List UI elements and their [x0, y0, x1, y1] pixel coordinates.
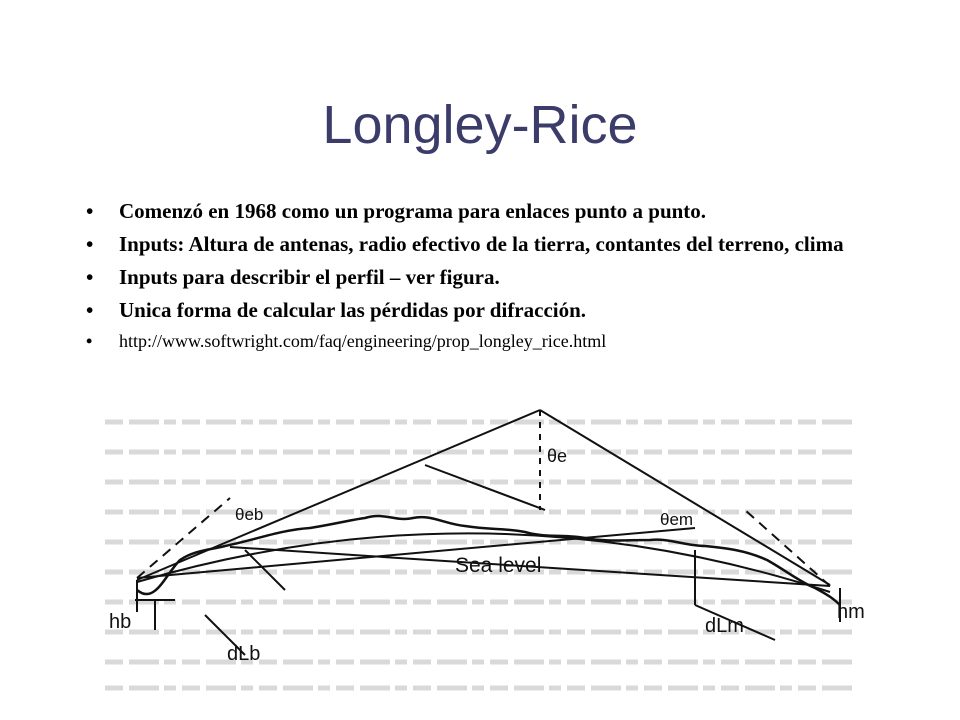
sea-level-label: Sea level — [455, 554, 542, 577]
horizon-ray-right — [540, 410, 830, 585]
bullet-item — [86, 231, 886, 257]
bullet-text: Comenzó en 1968 como un programa para enlaces punto a punto. — [119, 199, 707, 223]
hm-label: hm — [837, 601, 865, 623]
bullet-list — [86, 198, 886, 359]
slide-title: Longley-Rice — [322, 95, 638, 155]
bullet-marker: • — [86, 298, 94, 322]
hb-label: hb — [109, 611, 132, 633]
bullet-item — [86, 198, 886, 224]
bullet-text: Inputs: Altura de antenas, radio efectivo de la tierra, contantes del terreno, clima — [119, 232, 844, 256]
terrain-profile-svg — [95, 400, 865, 695]
bullet-marker: • — [86, 265, 94, 289]
dlm-label: dLm — [705, 615, 744, 637]
theta-e-label: θe — [547, 446, 568, 466]
bullet-text: Inputs para describir el perfil – ver figura. — [119, 265, 500, 289]
dlb-label: dLb — [227, 643, 261, 665]
bullet-link[interactable]: http://www.softwright.com/faq/engineering/prop_longley_rice.html — [119, 331, 607, 351]
bullet-text: Unica forma de calcular las pérdidas por difracción. — [119, 298, 587, 322]
theta-em-label: θem — [660, 510, 694, 529]
bullet-marker: • — [86, 232, 94, 256]
bullet-item — [86, 297, 886, 323]
terrain-profile-figure — [95, 400, 865, 695]
bullet-item — [86, 330, 886, 352]
bullet-marker: • — [86, 331, 93, 351]
bullet-item — [86, 264, 886, 290]
dashed-ref-right — [745, 510, 830, 586]
theta-e-line — [425, 465, 545, 510]
theta-eb-label: θeb — [235, 505, 264, 524]
bullet-marker: • — [86, 199, 94, 223]
